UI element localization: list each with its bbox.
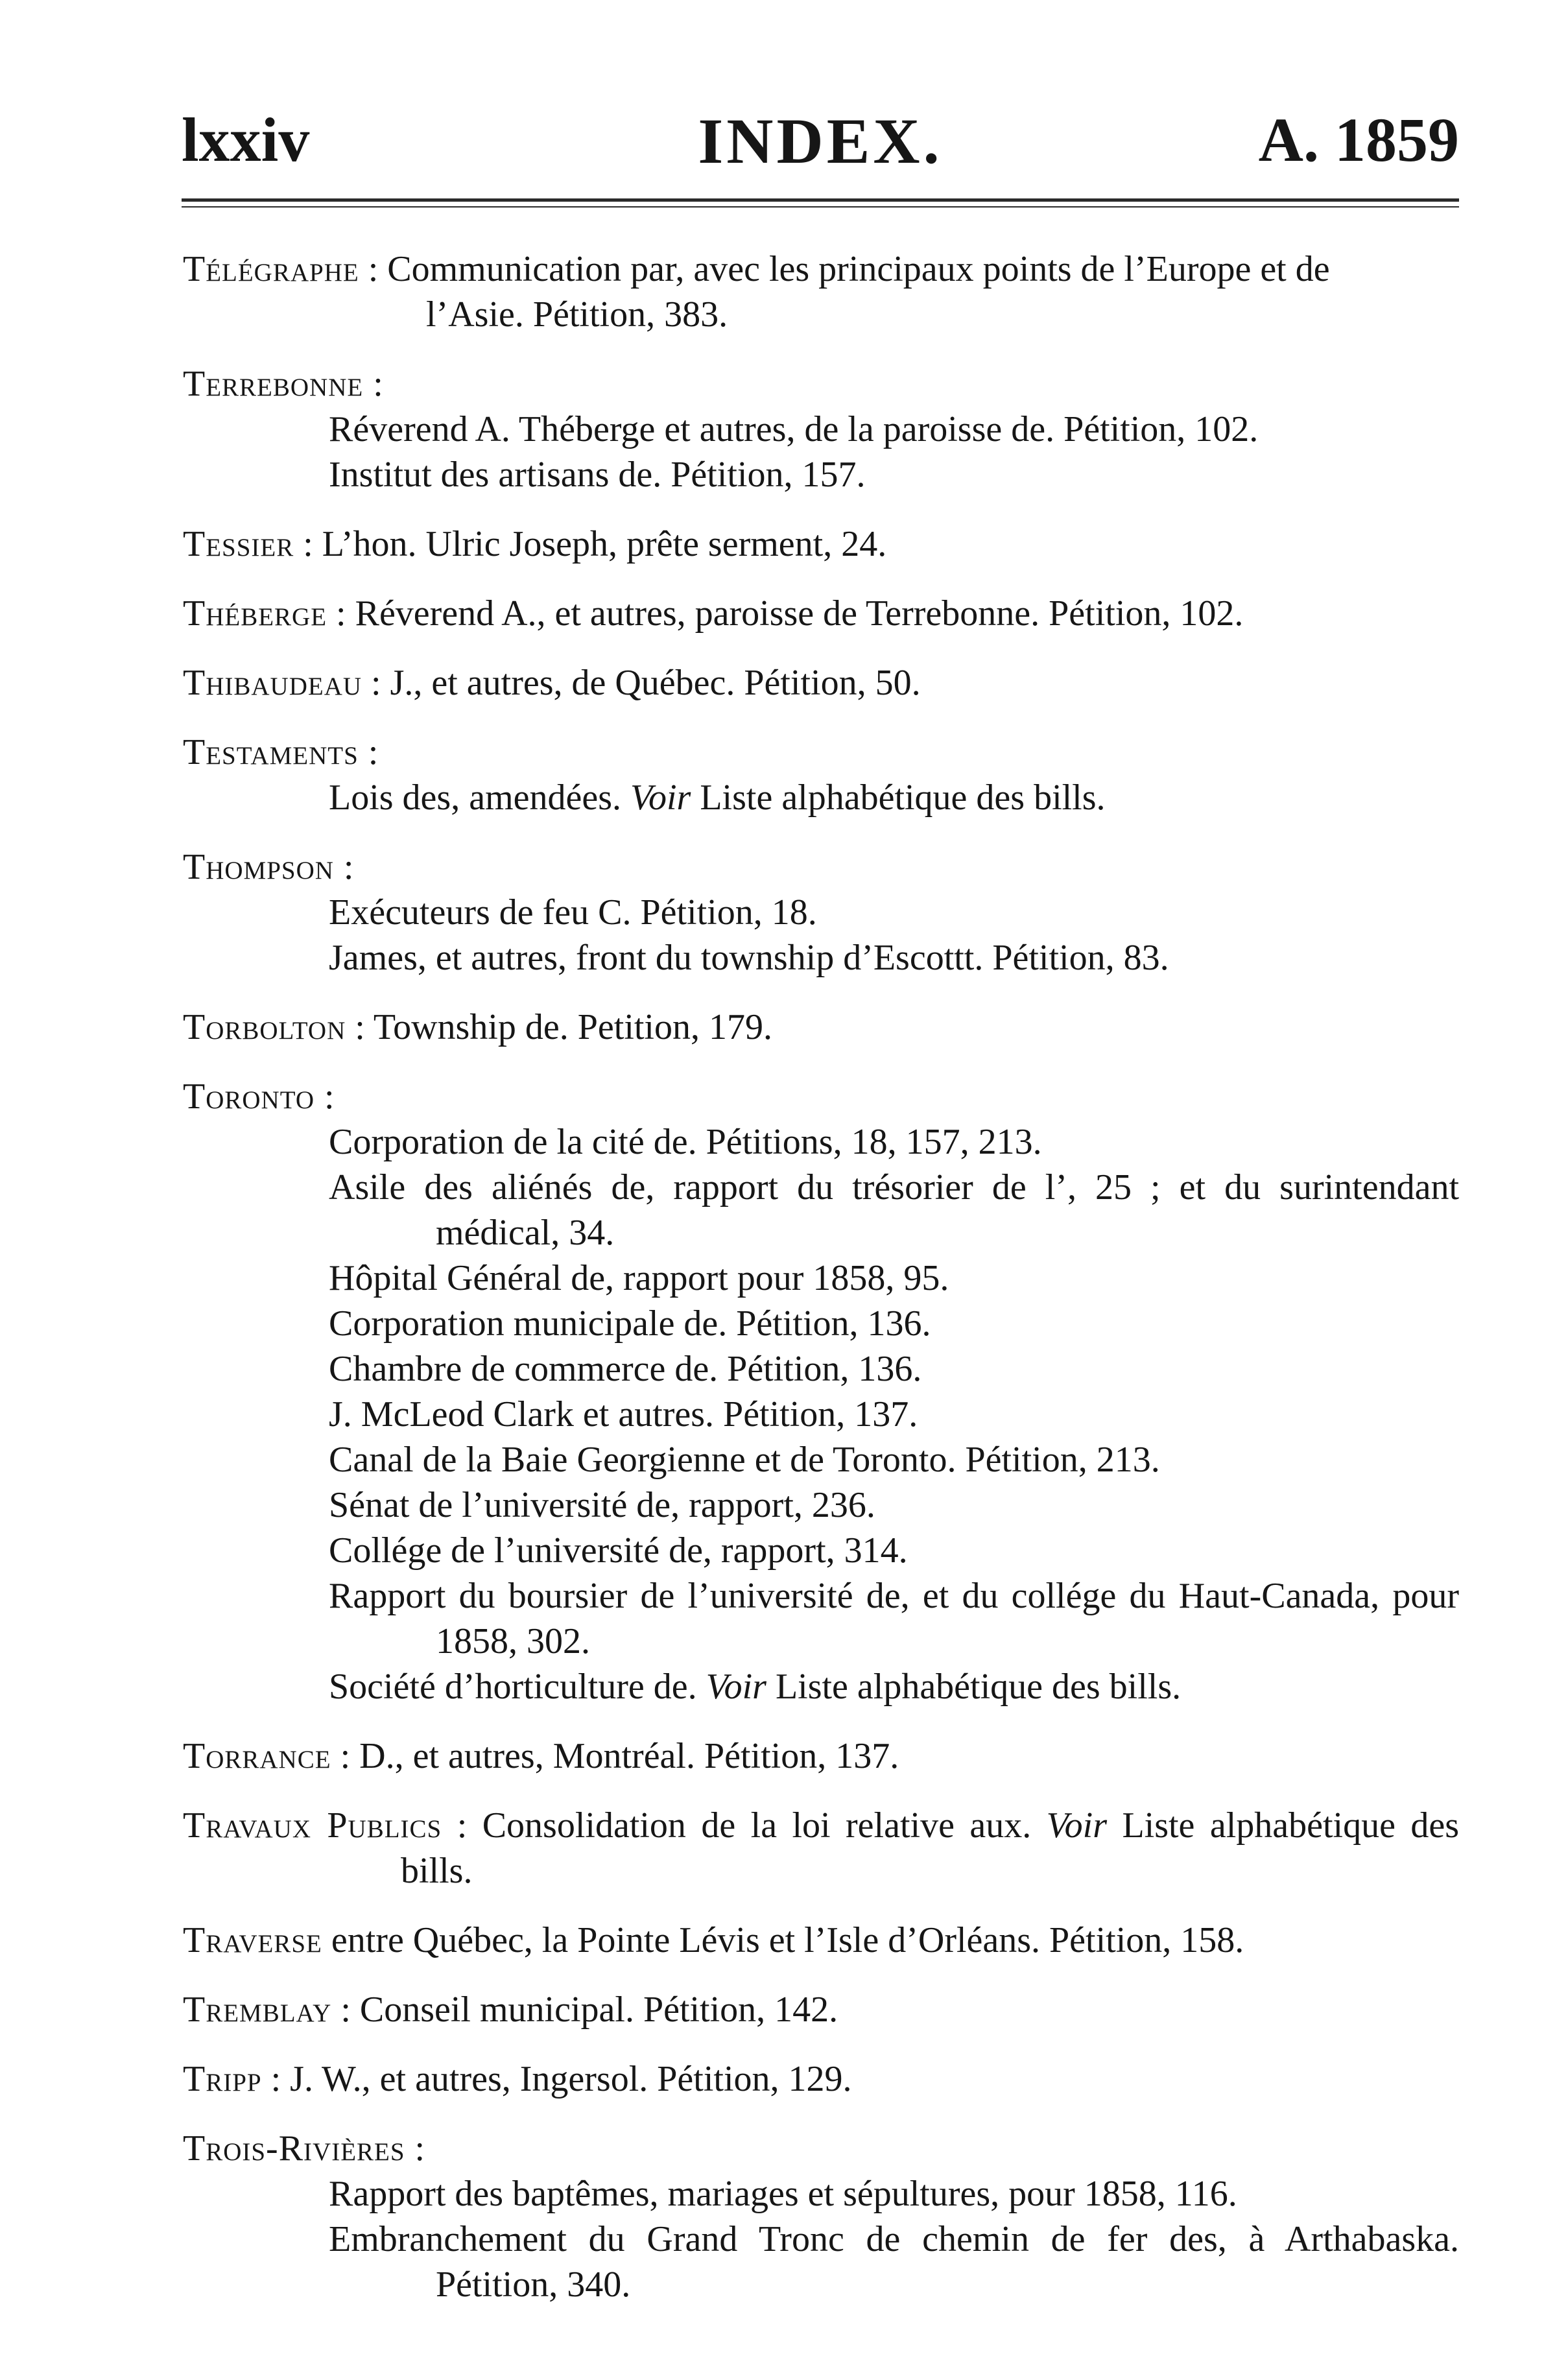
voir-reference: Voir [706,1667,766,1707]
index-entries [183,246,1459,2331]
entry-continuation: l’Asie. Pétition, 383. [426,294,728,335]
entry-text: Consolidation de la loi relative aux. [482,1805,1032,1846]
index-entry-testaments [183,730,1459,820]
entry-line: Télégraphe : Communication par, avec les principaux points de l’Europe et de [183,249,1330,289]
entry-heading: Télégraphe [183,249,359,289]
entry-heading: Théberge [183,593,327,634]
index-entry-thompson [183,844,1459,981]
entry-text: Liste alphabétique des bills. [700,778,1106,818]
entry-subitem: Rapport du boursier de l’université de, et du collége du Haut-Canada, pour 1858, 302. [329,1576,1459,1661]
entry-text: Communication par, avec les principaux points de l’Europe et de [387,249,1330,289]
index-entry-telegraphe [183,246,1459,337]
index-entry-theberge: Théberge : Réverend A., et autres, paroisse de Terrebonne. Pétition, 102. [183,593,1244,634]
entry-text: Township de. Petition, 179. [373,1007,772,1047]
index-entry-tessier: Tessier : L’hon. Ulric Joseph, prête serment, 24. [183,524,887,564]
entry-text: Société d’horticulture de. [329,1667,697,1707]
entry-heading: Terrebonne : [183,364,384,404]
entry-subitem: Rapport des baptêmes, mariages et sépultures, pour 1858, 116. [329,2174,1237,2214]
entry-subitem: Hôpital Général de, rapport pour 1858, 95. [329,1258,949,1298]
entry-heading: Testaments : [183,732,379,772]
entry-subitem: J. McLeod Clark et autres. Pétition, 137. [329,1394,918,1434]
header-rule-thin [182,206,1459,208]
entry-subitem: Réverend A. Théberge et autres, de la paroisse de. Pétition, 102. [329,409,1259,449]
index-entry-terrebonne [183,361,1459,497]
index-entry-torbolton: Torbolton : Township de. Petition, 179. [183,1007,772,1047]
header-rule [182,198,1459,202]
voir-reference: Voir [630,778,691,818]
index-entry-traverse [183,1918,1459,1963]
entry-text: Liste alphabétique des bills. [775,1667,1182,1707]
entry-subitem: Exécuteurs de feu C. Pétition, 18. [329,892,817,933]
entry-subitem: Sénat de l’université de, rapport, 236. [329,1485,875,1525]
entry-subitem: Corporation municipale de. Pétition, 136. [329,1303,931,1344]
voir-reference: Voir [1046,1805,1107,1846]
entry-subitem: Asile des aliénés de, rapport du trésorier de l’, 25 ; et du surintendant médical, 34. [329,1167,1459,1253]
entry-text: J., et autres, de Québec. Pétition, 50. [390,663,921,703]
entry-heading: Tessier [183,524,294,564]
index-entry-travaux-publics: Travaux Publics : Consolidation de la loi relative aux. Voir Liste alphabétique des bills. [183,1805,1460,1891]
entry-subitem: Embranchement du Grand Tronc de chemin de fer des, à Arthabaska. Pétition, 340. [329,2219,1459,2305]
entry-heading: Torbolton [183,1007,346,1047]
page-title: INDEX. [698,105,943,177]
entry-subitem [183,1664,1459,1709]
entry-heading: Toronto : [183,1076,335,1117]
entry-heading: Thibaudeau [183,663,362,703]
entry-heading: Tripp [183,2059,262,2099]
entry-subitem: Collége de l’université de, rapport, 314. [329,1530,908,1571]
index-entry-trois-rivieres [183,2126,1459,2307]
index-entry-thibaudeau: Thibaudeau : J., et autres, de Québec. Pétition, 50. [183,663,921,703]
entry-heading: Trois-Rivières : [183,2128,426,2169]
entry-subitem: Canal de la Baie Georgienne et de Toronto. Pétition, 213. [329,1440,1160,1480]
entry-heading: Tremblay [183,1990,332,2030]
entry-subitem: Corporation de la cité de. Pétitions, 18, 157, 213. [329,1122,1042,1162]
entry-text: Liste alphabétique des bills. [401,1805,1460,1891]
entry-subitem: Institut des artisans de. Pétition, 157. [329,455,866,495]
page-number: lxxiv [182,105,310,174]
entry-text: Conseil municipal. Pétition, 142. [359,1990,838,2030]
index-entry-torrance: Torrance : D., et autres, Montréal. Pétition, 137. [183,1736,899,1776]
entry-text: Lois des, amendées. [329,778,621,818]
index-entry-toronto [183,1074,1459,1709]
header-year: A. 1859 [1258,105,1459,174]
entry-text: entre Québec, la Pointe Lévis et l’Isle d’Orléans. Pétition, 158. [331,1920,1244,1960]
entry-text: D., et autres, Montréal. Pétition, 137. [359,1736,899,1776]
entry-heading: Thompson : [183,847,355,887]
index-entry-tripp: Tripp : J. W., et autres, Ingersol. Pétition, 129. [183,2059,852,2099]
entry-heading: Travaux Publics [183,1805,442,1846]
entry-heading: Torrance [183,1736,331,1776]
entry-text: L’hon. Ulric Joseph, prête serment, 24. [322,524,887,564]
page-header [182,104,1459,175]
entry-subitem: Chambre de commerce de. Pétition, 136. [329,1349,922,1389]
entry-text: Réverend A., et autres, paroisse de Terrebonne. Pétition, 102. [355,593,1244,634]
entry-text: J. W., et autres, Ingersol. Pétition, 129. [290,2059,852,2099]
entry-heading: Traverse [183,1920,322,1960]
entry-subitem: James, et autres, front du township d’Escottt. Pétition, 83. [329,938,1169,978]
entry-subitem [183,775,1459,820]
index-entry-tremblay: Tremblay : Conseil municipal. Pétition, 142. [183,1990,838,2030]
